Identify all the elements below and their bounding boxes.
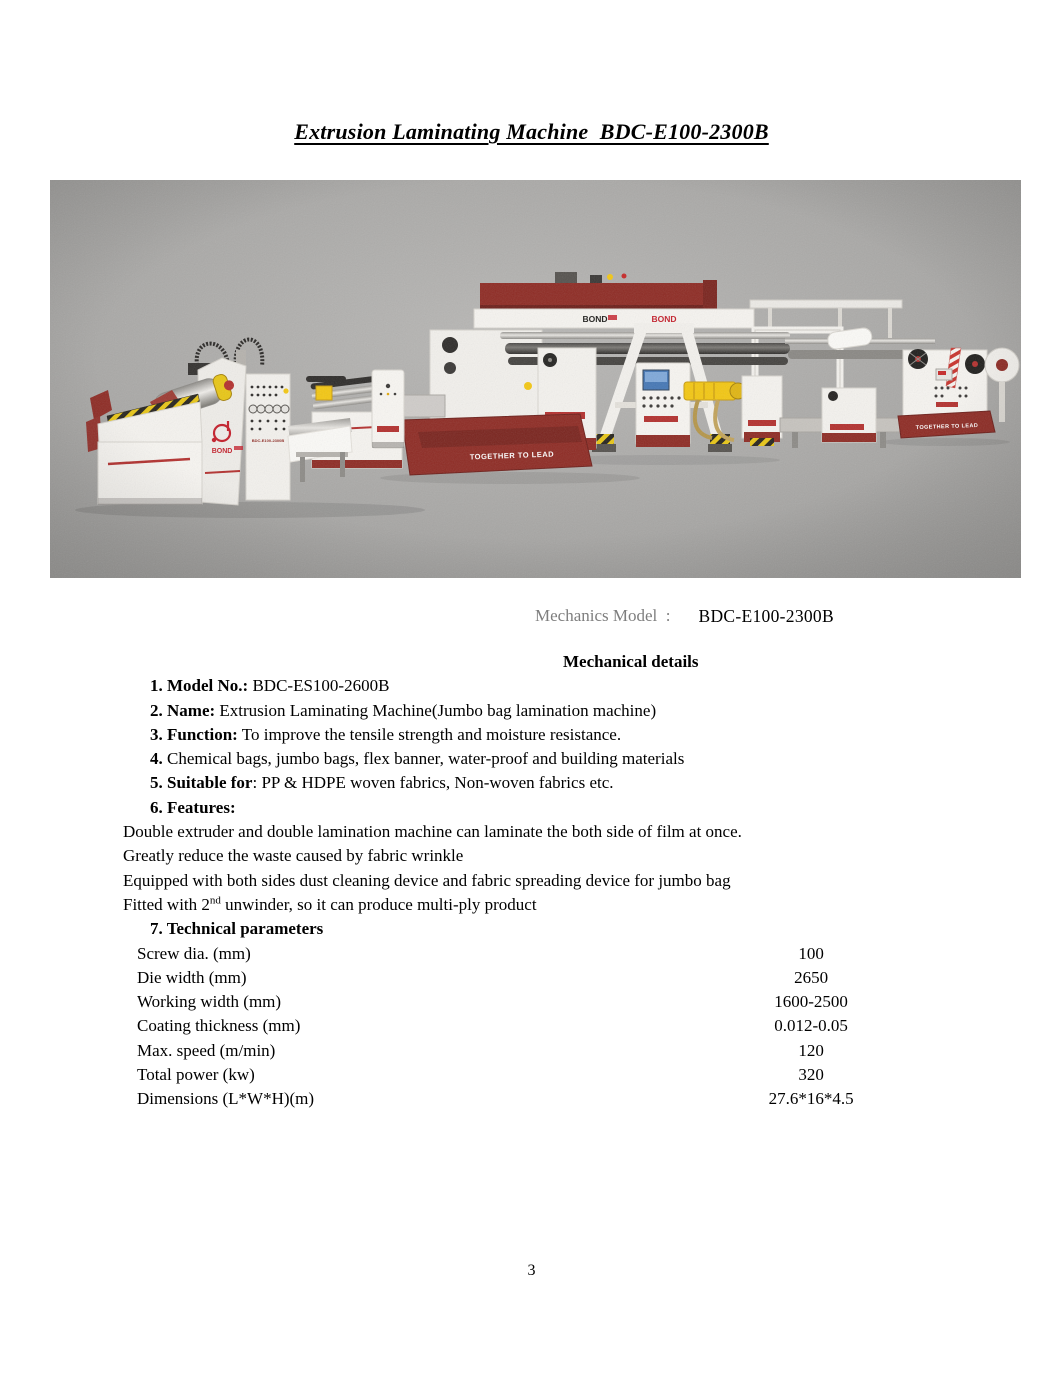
feature-line: Double extruder and double lamination machine can laminate the both side of film at once. bbox=[123, 822, 742, 842]
param-value: 320 bbox=[798, 1065, 824, 1085]
param-label: Working width (mm) bbox=[137, 992, 282, 1012]
feature-line-unwinder bbox=[123, 893, 933, 917]
detail-item-label: 1. Model No.: bbox=[150, 676, 249, 696]
page-number: 3 bbox=[527, 1262, 536, 1279]
param-value: 100 bbox=[798, 943, 824, 963]
feature-line: Greatly reduce the waste caused by fabric wrinkle bbox=[123, 846, 464, 866]
feature-suffix: unwinder, so it can produce multi-ply product bbox=[220, 894, 537, 914]
detail-item-suitable-for bbox=[123, 771, 933, 795]
param-value: 27.6*16*4.5 bbox=[768, 1089, 854, 1109]
param-value: 1600-2500 bbox=[774, 992, 848, 1012]
feature-line: Equipped with both sides dust cleaning device and fabric spreading device for jumbo bag bbox=[123, 870, 731, 890]
machine-photo bbox=[50, 180, 1021, 578]
param-row-working-width bbox=[123, 990, 933, 1014]
param-label: Die width (mm) bbox=[137, 967, 247, 987]
param-value: 2650 bbox=[794, 967, 829, 987]
detail-item-label: 2. Name: bbox=[150, 700, 216, 720]
mechanical-details-section bbox=[123, 650, 933, 1112]
detail-item-text: Chemical bags, jumbo bags, flex banner, water-proof and building materials bbox=[162, 749, 685, 769]
detail-item-function bbox=[123, 723, 933, 747]
page-title bbox=[0, 119, 1063, 145]
detail-item-label: 4. bbox=[150, 749, 163, 769]
feature-superscript: nd bbox=[209, 894, 221, 907]
detail-item-features bbox=[123, 796, 933, 820]
detail-item-applications bbox=[123, 747, 933, 771]
detail-item-model-no bbox=[123, 674, 933, 698]
detail-item-label: 3. Function: bbox=[150, 724, 238, 744]
detail-item-text: BDC-ES100-2600B bbox=[248, 676, 390, 696]
technical-parameters-heading: 7. Technical parameters bbox=[150, 919, 324, 939]
param-label: Total power (kw) bbox=[137, 1065, 255, 1085]
mechanical-details-heading: Mechanical details bbox=[563, 652, 699, 671]
param-value: 0.012-0.05 bbox=[774, 1016, 848, 1036]
param-value: 120 bbox=[798, 1040, 824, 1060]
param-row-dimensions bbox=[123, 1087, 933, 1111]
param-label: Dimensions (L*W*H)(m) bbox=[137, 1089, 315, 1109]
detail-item-text: : PP & HDPE woven fabrics, Non-woven fabrics etc. bbox=[252, 773, 614, 793]
mechanics-model-line bbox=[535, 606, 834, 627]
mechanics-model-label: Mechanics Model : bbox=[535, 606, 671, 625]
param-label: Screw dia. (mm) bbox=[137, 943, 251, 963]
param-row-coating-thickness bbox=[123, 1014, 933, 1038]
detail-item-label: 6. Features: bbox=[150, 797, 236, 817]
detail-item-text: To improve the tensile strength and moisture resistance. bbox=[237, 724, 622, 744]
param-label: Max. speed (m/min) bbox=[137, 1040, 276, 1060]
feature-prefix: Fitted with 2 bbox=[123, 894, 210, 914]
param-row-screw-dia bbox=[123, 942, 933, 966]
machine-photo-illustration bbox=[50, 180, 1021, 578]
param-row-die-width bbox=[123, 966, 933, 990]
detail-item-text: Extrusion Laminating Machine(Jumbo bag lamination machine) bbox=[215, 700, 657, 720]
param-label: Coating thickness (mm) bbox=[137, 1016, 301, 1036]
detail-item-name bbox=[123, 699, 933, 723]
param-row-max-speed bbox=[123, 1039, 933, 1063]
page-title-text: Extrusion Laminating Machine BDC-E100-2300B bbox=[294, 119, 769, 144]
mechanics-model-value: BDC-E100-2300B bbox=[698, 606, 834, 626]
detail-item-label: 5. Suitable for bbox=[150, 773, 253, 793]
param-row-total-power bbox=[123, 1063, 933, 1087]
